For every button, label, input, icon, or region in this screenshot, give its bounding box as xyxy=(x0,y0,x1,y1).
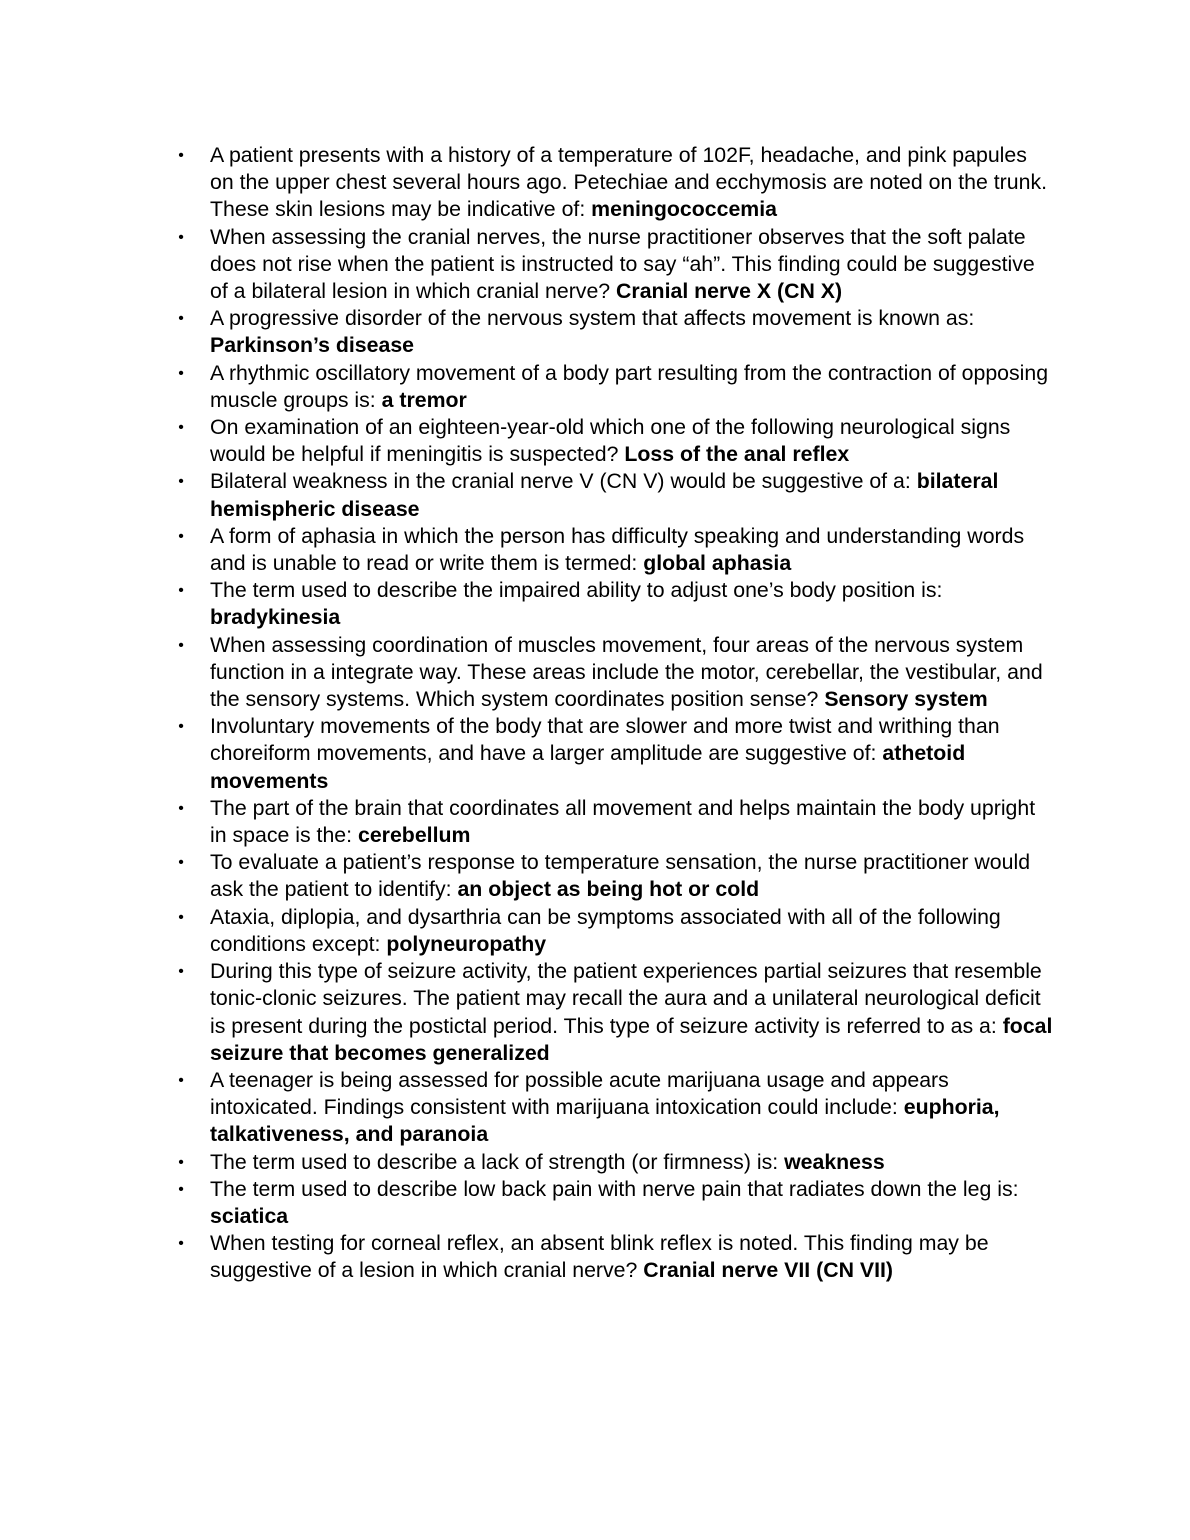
answer-text: global aphasia xyxy=(643,551,792,576)
list-item xyxy=(178,849,1056,903)
answer-text: euphoria, talkativeness, and paranoia xyxy=(210,1095,1000,1147)
bullet-icon: • xyxy=(178,908,184,926)
question-text: A rhythmic oscillatory movement of a body part resulting from the contraction of opposing muscle groups is: xyxy=(210,360,1049,412)
list-item xyxy=(178,958,1056,1067)
question-text: A progressive disorder of the nervous system that affects movement is known as: xyxy=(210,306,975,331)
list-item xyxy=(178,1067,1056,1149)
answer-text: Loss of the anal reflex xyxy=(624,442,850,467)
answer-text: weakness xyxy=(784,1149,885,1174)
answer-text: Cranial nerve X (CN X) xyxy=(616,279,843,304)
answer-text: Parkinson’s disease xyxy=(210,333,415,358)
question-text: On examination of an eighteen-year-old which one of the following neurological signs would be helpful if meningitis is suspected? xyxy=(210,415,1011,467)
list-item xyxy=(178,904,1056,958)
list-item xyxy=(178,224,1056,306)
answer-text: a tremor xyxy=(381,387,467,412)
list-item xyxy=(178,1176,1056,1230)
bullet-icon: • xyxy=(178,364,184,382)
question-text: When testing for corneal reflex, an absent blink reflex is noted. This finding may be suggestive of a lesion in which cranial nerve? xyxy=(210,1231,989,1283)
answer-text: Sensory system xyxy=(824,687,988,712)
list-item xyxy=(178,577,1056,631)
question-text: When assessing coordination of muscles movement, four areas of the nervous system function in a integrate way. These areas include the motor, cerebellar, the vestibular, and the sensory systems. Which system coordinates position sense? xyxy=(210,632,1043,712)
bullet-icon: • xyxy=(178,582,184,600)
question-answer-list xyxy=(178,142,1056,1285)
answer-text: meningococcemia xyxy=(591,197,777,222)
answer-text: Cranial nerve VII (CN VII) xyxy=(643,1258,893,1283)
answer-text: athetoid movements xyxy=(210,741,966,793)
bullet-icon: • xyxy=(178,147,184,164)
question-text: The term used to describe low back pain with nerve pain that radiates down the leg is: xyxy=(210,1176,1019,1201)
question-text: To evaluate a patient’s response to temperature sensation, the nurse practitioner would ask the patient to identify: xyxy=(210,850,1031,902)
bullet-icon: • xyxy=(178,1235,184,1253)
bullet-icon: • xyxy=(178,419,184,437)
bullet-icon: • xyxy=(178,1153,184,1171)
bullet-icon: • xyxy=(178,718,184,736)
list-item xyxy=(178,468,1056,522)
bullet-icon: • xyxy=(178,854,184,872)
list-item xyxy=(178,523,1056,577)
answer-text: bradykinesia xyxy=(210,605,341,630)
list-item xyxy=(178,1149,1056,1176)
question-text: A form of aphasia in which the person has difficulty speaking and understanding words and is unable to read or write them is termed: xyxy=(210,523,1025,576)
question-text: When assessing the cranial nerves, the nurse practitioner observes that the soft palate does not rise when the patient is instructed to say “ah”. This finding could be suggestive of a bilateral lesion in which cranial nerve? xyxy=(210,224,1035,304)
question-text: A teenager is being assessed for possible acute marijuana usage and appears intoxicated. Findings consistent with marijuana intoxication could include: xyxy=(210,1067,949,1120)
list-item xyxy=(178,1230,1056,1284)
question-text: During this type of seizure activity, the patient experiences partial seizures that resemble tonic-clonic seizures. The patient may recall the aura and a unilateral neurological deficit is present during the postictal period. This type of seizure activity is referred to as a: xyxy=(210,959,1042,1038)
answer-text: cerebellum xyxy=(357,823,471,848)
question-text: The term used to describe the impaired ability to adjust one’s body position is: xyxy=(210,578,943,603)
list-item xyxy=(178,305,1056,359)
bullet-icon: • xyxy=(178,799,184,817)
question-text: Bilateral weakness in the cranial nerve V (CN V) would be suggestive of a: xyxy=(210,469,917,494)
bullet-icon: • xyxy=(178,527,184,545)
list-item xyxy=(178,795,1056,849)
question-text: The part of the brain that coordinates all movement and helps maintain the body upright in space is the: xyxy=(210,795,1036,848)
list-item xyxy=(178,713,1056,795)
bullet-icon: • xyxy=(178,1180,184,1198)
bullet-icon: • xyxy=(178,310,184,328)
question-text: The term used to describe a lack of strength (or firmness) is: xyxy=(210,1149,785,1174)
bullet-icon: • xyxy=(178,636,184,654)
answer-text: bilateral hemispheric disease xyxy=(210,469,999,521)
list-item xyxy=(178,414,1056,468)
question-text: Ataxia, diplopia, and dysarthria can be symptoms associated with all of the following conditions except: xyxy=(210,904,1001,956)
bullet-icon: • xyxy=(178,473,184,491)
answer-text: focal seizure that becomes generalized xyxy=(210,1013,1053,1065)
bullet-icon: • xyxy=(178,1071,184,1089)
answer-text: an object as being hot or cold xyxy=(457,877,760,902)
list-item xyxy=(178,360,1056,414)
list-item xyxy=(178,632,1056,714)
question-text: A patient presents with a history of a temperature of 102F, headache, and pink papules on the upper chest several hours ago. Petechiae and ecchymosis are noted on the trunk. These skin lesions may be indicative of: xyxy=(210,143,1048,222)
answer-text: polyneuropathy xyxy=(386,931,547,956)
bullet-icon: • xyxy=(178,228,184,246)
answer-text: sciatica xyxy=(210,1203,289,1228)
list-item xyxy=(178,142,1056,224)
question-text: Involuntary movements of the body that are slower and more twist and writhing than choreiform movements, and have a larger amplitude are suggestive of: xyxy=(210,714,1000,766)
bullet-icon: • xyxy=(178,963,184,981)
